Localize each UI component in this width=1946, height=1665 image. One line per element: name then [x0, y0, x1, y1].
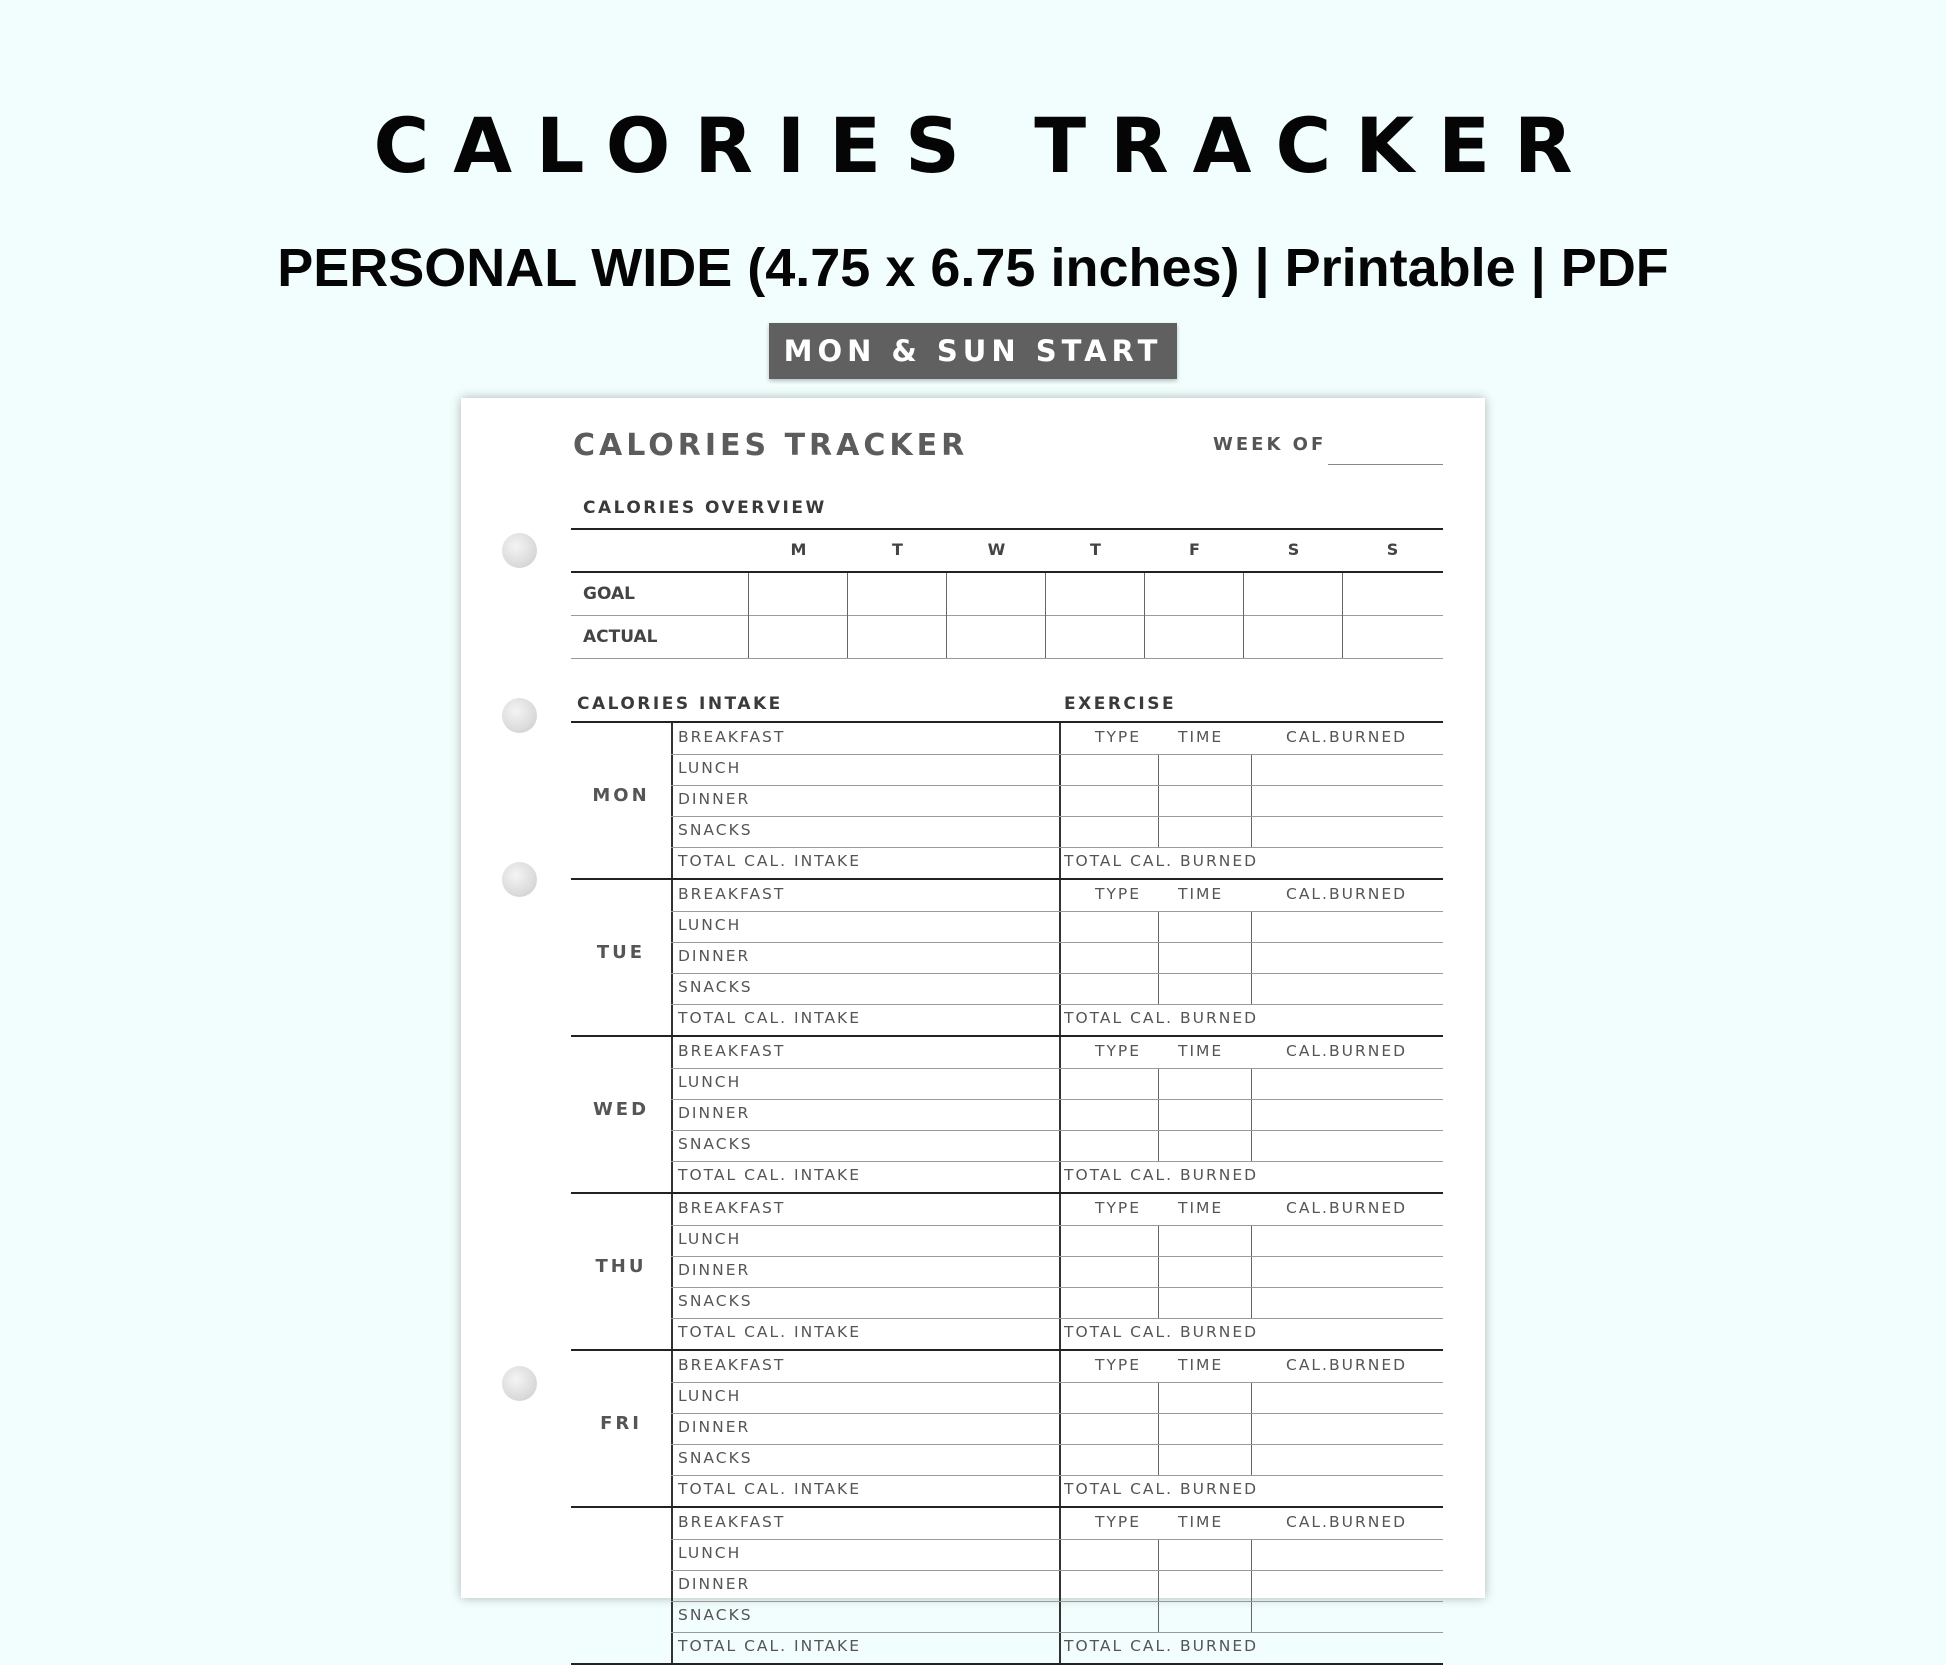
exercise-label: EXERCISE: [1064, 694, 1177, 714]
exercise-type-header: TYPE: [1095, 1199, 1142, 1217]
grid-line: [748, 573, 749, 658]
page-subtitle: PERSONAL WIDE (4.75 x 6.75 inches) | Printable | PDF: [277, 238, 1669, 298]
snacks-field[interactable]: SNACKS: [678, 1135, 753, 1153]
snacks-field[interactable]: SNACKS: [678, 978, 753, 996]
total-burned-field[interactable]: TOTAL CAL. BURNED: [1064, 1637, 1259, 1655]
divider: [671, 816, 1443, 817]
grid-line: [1045, 573, 1046, 658]
day-block: [571, 1351, 1443, 1507]
exercise-time-header: TIME: [1178, 1042, 1224, 1060]
day-block: [571, 1037, 1443, 1193]
grid-line: [671, 1194, 673, 1350]
dinner-field[interactable]: DINNER: [678, 1575, 751, 1593]
sheet-title: CALORIES TRACKER: [573, 428, 969, 463]
actual-row-label: ACTUAL: [583, 627, 658, 647]
total-burned-field[interactable]: TOTAL CAL. BURNED: [1064, 1480, 1259, 1498]
lunch-field[interactable]: LUNCH: [678, 1073, 742, 1091]
exercise-type-header: TYPE: [1095, 1356, 1142, 1374]
exercise-time-header: TIME: [1178, 885, 1224, 903]
overview-day-header: T: [892, 540, 903, 559]
divider: [671, 1161, 1443, 1162]
divider: [671, 1099, 1443, 1100]
exercise-calburned-header: CAL.BURNED: [1286, 1356, 1408, 1374]
grid-line: [1059, 1508, 1061, 1664]
divider: [671, 1318, 1443, 1319]
divider: [571, 658, 1443, 659]
day-block: [571, 1508, 1443, 1664]
grid-line: [671, 880, 673, 1036]
grid-line: [671, 1037, 673, 1193]
divider: [671, 1287, 1443, 1288]
divider: [671, 1130, 1443, 1131]
snacks-field[interactable]: SNACKS: [678, 1449, 753, 1467]
overview-day-header: S: [1287, 540, 1300, 559]
grid-line: [671, 1508, 673, 1664]
exercise-calburned-header: CAL.BURNED: [1286, 885, 1408, 903]
grid-line: [1251, 911, 1252, 1005]
dinner-field[interactable]: DINNER: [678, 1418, 751, 1436]
goal-row-label: GOAL: [583, 584, 635, 604]
total-intake-field[interactable]: TOTAL CAL. INTAKE: [678, 1166, 862, 1184]
breakfast-field[interactable]: BREAKFAST: [678, 885, 786, 903]
intake-label: CALORIES INTAKE: [577, 694, 783, 714]
day-name: THU: [595, 1256, 647, 1277]
divider: [671, 1475, 1443, 1476]
overview-day-header: W: [987, 540, 1006, 559]
punch-hole-icon: [502, 698, 537, 733]
grid-line: [671, 1351, 673, 1507]
exercise-calburned-header: CAL.BURNED: [1286, 1513, 1408, 1531]
dinner-field[interactable]: DINNER: [678, 1104, 751, 1122]
exercise-type-header: TYPE: [1095, 728, 1142, 746]
divider: [671, 754, 1443, 755]
breakfast-field[interactable]: BREAKFAST: [678, 728, 786, 746]
exercise-time-header: TIME: [1178, 1199, 1224, 1217]
overview-day-header: S: [1386, 540, 1399, 559]
total-intake-field[interactable]: TOTAL CAL. INTAKE: [678, 852, 862, 870]
punch-hole-icon: [502, 862, 537, 897]
overview-day-header: T: [1090, 540, 1101, 559]
total-burned-field[interactable]: TOTAL CAL. BURNED: [1064, 1323, 1259, 1341]
divider: [671, 911, 1443, 912]
grid-line: [1251, 1539, 1252, 1633]
grid-line: [847, 573, 848, 658]
lunch-field[interactable]: LUNCH: [678, 759, 742, 777]
grid-line: [1158, 754, 1159, 848]
exercise-time-header: TIME: [1178, 1513, 1224, 1531]
divider: [671, 1444, 1443, 1445]
lunch-field[interactable]: LUNCH: [678, 916, 742, 934]
grid-line: [671, 723, 673, 879]
day-block: [571, 1194, 1443, 1350]
grid-line: [1059, 1194, 1061, 1350]
divider: [671, 1632, 1443, 1633]
exercise-type-header: TYPE: [1095, 885, 1142, 903]
snacks-field[interactable]: SNACKS: [678, 821, 753, 839]
divider: [671, 1539, 1443, 1540]
grid-line: [1158, 1539, 1159, 1633]
breakfast-field[interactable]: BREAKFAST: [678, 1513, 786, 1531]
divider: [671, 1068, 1443, 1069]
page-title: CALORIES TRACKER: [373, 101, 1597, 190]
divider: [671, 1004, 1443, 1005]
total-burned-field[interactable]: TOTAL CAL. BURNED: [1064, 1166, 1259, 1184]
lunch-field[interactable]: LUNCH: [678, 1544, 742, 1562]
divider: [671, 942, 1443, 943]
lunch-field[interactable]: LUNCH: [678, 1387, 742, 1405]
day-name: FRI: [600, 1413, 642, 1434]
day-name: TUE: [596, 942, 646, 963]
planner-sheet: [461, 398, 1485, 1655]
grid-line: [1059, 880, 1061, 1036]
grid-line: [946, 573, 947, 658]
divider: [671, 1413, 1443, 1414]
overview-day-header: F: [1189, 540, 1200, 559]
total-intake-field[interactable]: TOTAL CAL. INTAKE: [678, 1323, 862, 1341]
day-name: MON: [592, 785, 650, 806]
grid-line: [1144, 573, 1145, 658]
divider: [571, 528, 1443, 530]
grid-line: [1059, 723, 1061, 879]
overview-label: CALORIES OVERVIEW: [583, 498, 827, 518]
snacks-field[interactable]: SNACKS: [678, 1292, 753, 1310]
grid-line: [1158, 1382, 1159, 1476]
grid-line: [1251, 754, 1252, 848]
overview-day-header: M: [790, 540, 807, 559]
punch-hole-icon: [502, 533, 537, 568]
grid-line: [1158, 1068, 1159, 1162]
week-of-field[interactable]: [1328, 464, 1443, 465]
divider: [671, 1256, 1443, 1257]
divider: [671, 973, 1443, 974]
dinner-field[interactable]: DINNER: [678, 1261, 751, 1279]
total-intake-field[interactable]: TOTAL CAL. INTAKE: [678, 1480, 862, 1498]
grid-line: [1251, 1068, 1252, 1162]
snacks-field[interactable]: SNACKS: [678, 1606, 753, 1624]
grid-line: [1158, 911, 1159, 1005]
grid-line: [1059, 1351, 1061, 1507]
total-intake-field[interactable]: TOTAL CAL. INTAKE: [678, 1637, 862, 1655]
total-burned-field[interactable]: TOTAL CAL. BURNED: [1064, 1009, 1259, 1027]
exercise-type-header: TYPE: [1095, 1513, 1142, 1531]
divider: [571, 615, 1443, 616]
dinner-field[interactable]: DINNER: [678, 947, 751, 965]
week-of-label: WEEK OF: [1213, 434, 1327, 455]
exercise-calburned-header: CAL.BURNED: [1286, 1199, 1408, 1217]
divider: [671, 1382, 1443, 1383]
total-intake-field[interactable]: TOTAL CAL. INTAKE: [678, 1009, 862, 1027]
grid-line: [1243, 573, 1244, 658]
start-day-badge: MON & SUN START: [769, 323, 1177, 379]
divider: [671, 847, 1443, 848]
exercise-calburned-header: CAL.BURNED: [1286, 1042, 1408, 1060]
breakfast-field[interactable]: BREAKFAST: [678, 1042, 786, 1060]
divider: [671, 1570, 1443, 1571]
day-block: [571, 723, 1443, 879]
day-block: [571, 880, 1443, 1036]
exercise-type-header: TYPE: [1095, 1042, 1142, 1060]
exercise-time-header: TIME: [1178, 728, 1224, 746]
punch-hole-icon: [502, 1366, 537, 1401]
grid-line: [1251, 1382, 1252, 1476]
exercise-time-header: TIME: [1178, 1356, 1224, 1374]
breakfast-field[interactable]: BREAKFAST: [678, 1199, 786, 1217]
exercise-calburned-header: CAL.BURNED: [1286, 728, 1408, 746]
divider: [671, 1601, 1443, 1602]
lunch-field[interactable]: LUNCH: [678, 1230, 742, 1248]
grid-line: [1251, 1225, 1252, 1319]
dinner-field[interactable]: DINNER: [678, 790, 751, 808]
grid-line: [1158, 1225, 1159, 1319]
divider: [671, 1225, 1443, 1226]
divider: [571, 571, 1443, 573]
breakfast-field[interactable]: BREAKFAST: [678, 1356, 786, 1374]
grid-line: [1059, 1037, 1061, 1193]
total-burned-field[interactable]: TOTAL CAL. BURNED: [1064, 852, 1259, 870]
day-name: WED: [592, 1099, 650, 1120]
divider: [671, 785, 1443, 786]
grid-line: [1342, 573, 1343, 658]
